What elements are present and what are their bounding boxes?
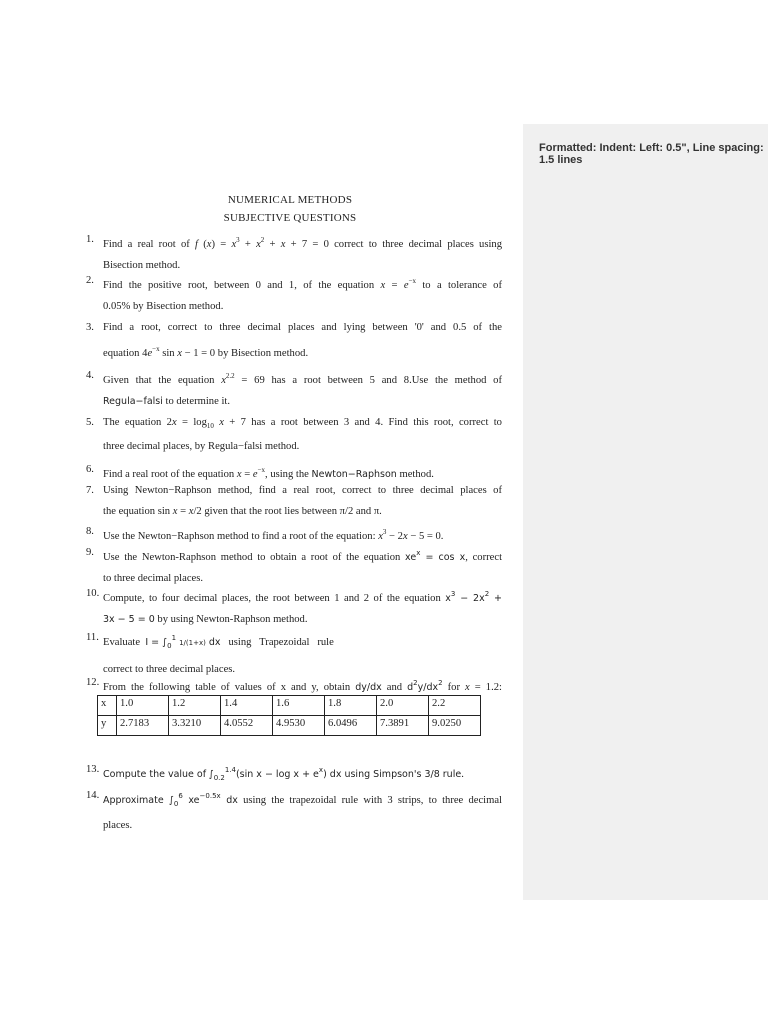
table-cell: 7.3891 [377,716,429,736]
table-cell: x [98,696,117,716]
formatting-comment: Formatted: Indent: Left: 0.5", Line spacing: 1.5 lines [539,142,764,166]
question-7: 7. Using Newton−Raphson method, find a real root, correct to three decimal places of the equation sin x = x/2 given that the root lies between π/2 and π. [86,485,502,517]
table-cell: 6.0496 [325,716,377,736]
question-2: 2. Find the positive root, between 0 and 1, of the equation $x = e^{-x}$ to a tolerance of 0.05% by Bisection method. [86,275,502,312]
table-cell: 1.8 [325,696,377,716]
question-12: 12. From the following table of values of x and y, obtain dy/dx and $d^2y/dx^2$ for x = 1.2: [86,677,502,693]
table-cell: 2.7183 [117,716,169,736]
document-title: NUMERICAL METHODS [227,194,353,206]
table-cell: 3.3210 [169,716,221,736]
table-row-x [98,696,481,716]
table-cell: 9.0250 [429,716,481,736]
question-10: 10. Compute, to four decimal places, the root between 1 and 2 of the equation $x^3 - 2x^2$ + 3x − 5 = 0 by using Newton-Raphson method. [86,588,502,625]
question-1: 1. Find a real root of f $(x) = x^3 + x^2 + x + 7 = 0$ correct to three decimal places using Bisection method. [86,234,502,271]
question-4: 4. Given that the equation $x^{2.2} = 69$ has a root between 5 and 8.Use the method of Regula−falsi to determine it. [86,370,503,407]
question-6: 6. Find a real root of the equation $x = e^{-x}$, using the Newton−Raphson method. [86,464,434,480]
question-13: 13. Compute the value of $\int_{0.2}^{1.4}(\sin$ $x - \log x + e^x$) dx using Simpson's 3/8 rule. [86,764,464,782]
question-8: 8. Use the Newton−Raphson method to find a root of the equation: $x^3 - 2x - 5 = 0$. [86,526,444,542]
table-cell: 2.0 [377,696,429,716]
question-5: 5. The equation $2x = \log_{10} x + 7$ has a root between 3 and 4. Find this root, correct to three decimal places, by Regula−falsi method. [86,417,502,452]
table-cell: 1.6 [273,696,325,716]
table-cell: y [98,716,117,736]
table-cell: 1.4 [221,696,273,716]
document-subtitle: SUBJECTIVE QUESTIONS [223,212,357,224]
table-cell: 4.9530 [273,716,325,736]
table-cell: 2.2 [429,696,481,716]
question-3: 3. Find a root, correct to three decimal places and lying between '0' and 0.5 of the equation $4e^{-x}$ sin x − 1 = 0 by Bisection method. [86,322,502,359]
comment-pane [523,124,768,900]
values-table [97,695,481,736]
question-14: 14. Approximate $\int_0^6$ $xe^{-0.5x}$ dx using the trapezoidal rule with 3 strips, to three decimal places. [86,790,502,831]
table-cell: 1.0 [117,696,169,716]
table-cell: 1.2 [169,696,221,716]
question-9: 9. Use the Newton-Raphson method to obtain a root of the equation $xe^x = \cos x$, correct to three decimal places. [86,547,503,584]
question-11: 11. Evaluate $I = \int_0^1$ 1/(1+x) dx using Trapezoidal rule correct to three decimal places. [86,632,334,675]
table-row-y [98,716,481,736]
table-cell: 4.0552 [221,716,273,736]
